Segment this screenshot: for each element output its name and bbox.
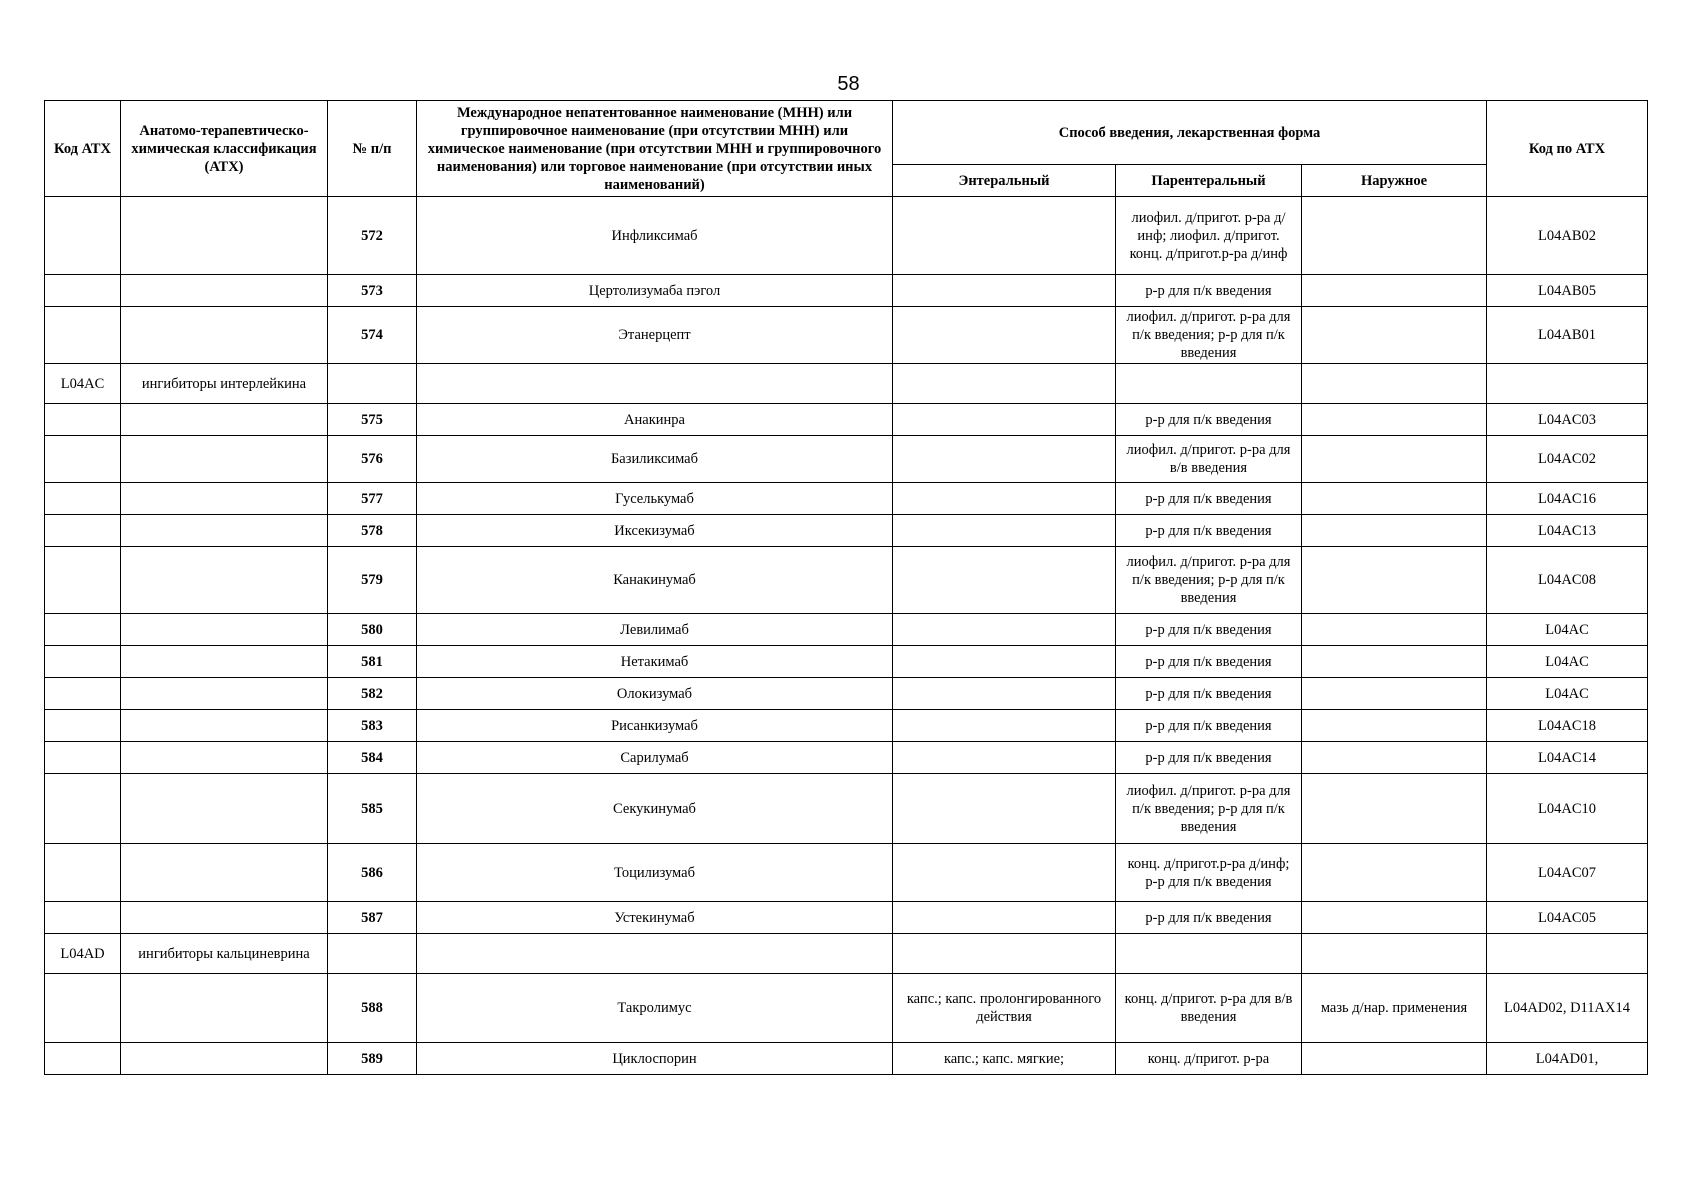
row-number: 580 (328, 614, 417, 646)
row-external (1302, 547, 1487, 614)
row-parenteral: р-р для п/к введения (1116, 275, 1302, 307)
row-parenteral: лиофил. д/пригот. р-ра д/инф; лиофил. д/пригот. конц. д/пригот.р-ра д/инф (1116, 197, 1302, 275)
table-row (45, 844, 1648, 902)
row-parenteral: лиофил. д/пригот. р-ра для п/к введения; р-р для п/к введения (1116, 547, 1302, 614)
row-external (1302, 275, 1487, 307)
row-atx-code (45, 678, 121, 710)
row-parenteral: р-р для п/к введения (1116, 515, 1302, 547)
row-classification (121, 710, 328, 742)
row-enteral (893, 483, 1116, 515)
row-enteral (893, 774, 1116, 844)
row-number: 572 (328, 197, 417, 275)
row-enteral (893, 307, 1116, 364)
row-number: 576 (328, 436, 417, 483)
row-parenteral: р-р для п/к введения (1116, 646, 1302, 678)
table-row (45, 404, 1648, 436)
row-parenteral: лиофил. д/пригот. р-ра для в/в введения (1116, 436, 1302, 483)
row-atx-ref: L04AC10 (1487, 774, 1648, 844)
row-parenteral: конц. д/пригот. р-ра для в/в введения (1116, 974, 1302, 1043)
row-parenteral: р-р для п/к введения (1116, 678, 1302, 710)
row-external (1302, 364, 1487, 404)
header-number: № п/п (328, 101, 417, 197)
row-atx-ref: L04AC13 (1487, 515, 1648, 547)
row-atx-code (45, 547, 121, 614)
table-row (45, 710, 1648, 742)
row-atx-ref: L04AB05 (1487, 275, 1648, 307)
row-classification (121, 844, 328, 902)
row-drug-name: Анакинра (417, 404, 893, 436)
row-atx-code (45, 974, 121, 1043)
row-parenteral: р-р для п/к введения (1116, 614, 1302, 646)
row-number: 579 (328, 547, 417, 614)
row-atx-ref: L04AB01 (1487, 307, 1648, 364)
row-classification: ингибиторы интерлейкина (121, 364, 328, 404)
header-atx-code: Код АТХ (45, 101, 121, 197)
row-atx-ref: L04AC16 (1487, 483, 1648, 515)
row-external (1302, 710, 1487, 742)
row-classification (121, 614, 328, 646)
row-number: 585 (328, 774, 417, 844)
row-external (1302, 934, 1487, 974)
row-external (1302, 678, 1487, 710)
row-parenteral: конц. д/пригот. р-ра (1116, 1043, 1302, 1075)
row-parenteral: р-р для п/к введения (1116, 742, 1302, 774)
row-number: 586 (328, 844, 417, 902)
table-row (45, 275, 1648, 307)
row-enteral (893, 275, 1116, 307)
row-classification (121, 404, 328, 436)
row-external (1302, 515, 1487, 547)
row-atx-ref: L04AC (1487, 646, 1648, 678)
table-row (45, 307, 1648, 364)
row-classification (121, 197, 328, 275)
row-number: 583 (328, 710, 417, 742)
row-enteral (893, 197, 1116, 275)
header-atx-ref: Код по АТХ (1487, 101, 1648, 197)
row-number: 574 (328, 307, 417, 364)
row-atx-code (45, 1043, 121, 1075)
row-drug-name: Рисанкизумаб (417, 710, 893, 742)
row-number: 575 (328, 404, 417, 436)
row-atx-code (45, 710, 121, 742)
header-classification: Анатомо-терапевтическо-химическая классификация (АТХ) (121, 101, 328, 197)
row-atx-ref: L04AC14 (1487, 742, 1648, 774)
page-number: 58 (837, 73, 860, 95)
row-classification (121, 742, 328, 774)
row-drug-name: Устекинумаб (417, 902, 893, 934)
table-row-group (45, 934, 1648, 974)
table-row (45, 436, 1648, 483)
row-parenteral (1116, 364, 1302, 404)
table-row (45, 483, 1648, 515)
table-row (45, 614, 1648, 646)
row-drug-name: Секукинумаб (417, 774, 893, 844)
row-drug-name: Нетакимаб (417, 646, 893, 678)
row-drug-name: Цертолизумаба пэгол (417, 275, 893, 307)
row-drug-name: Базиликсимаб (417, 436, 893, 483)
row-classification (121, 547, 328, 614)
row-enteral (893, 742, 1116, 774)
row-atx-code (45, 436, 121, 483)
row-classification (121, 1043, 328, 1075)
table-row (45, 974, 1648, 1043)
row-atx-ref: L04AB02 (1487, 197, 1648, 275)
row-external: мазь д/нар. применения (1302, 974, 1487, 1043)
row-parenteral: р-р для п/к введения (1116, 483, 1302, 515)
row-parenteral (1116, 934, 1302, 974)
row-atx-code (45, 742, 121, 774)
row-enteral (893, 934, 1116, 974)
row-drug-name: Тоцилизумаб (417, 844, 893, 902)
header-parenteral: Парентеральный (1116, 165, 1302, 197)
row-external (1302, 436, 1487, 483)
row-number: 581 (328, 646, 417, 678)
row-number: 578 (328, 515, 417, 547)
row-external (1302, 197, 1487, 275)
row-enteral (893, 710, 1116, 742)
row-number: 584 (328, 742, 417, 774)
row-drug-name: Канакинумаб (417, 547, 893, 614)
row-enteral (893, 404, 1116, 436)
row-drug-name: Инфликсимаб (417, 197, 893, 275)
row-atx-code (45, 515, 121, 547)
row-atx-ref: L04AD02, D11AX14 (1487, 974, 1648, 1043)
row-classification (121, 902, 328, 934)
row-enteral: капс.; капс. мягкие; (893, 1043, 1116, 1075)
row-enteral (893, 678, 1116, 710)
row-classification (121, 774, 328, 844)
row-enteral (893, 902, 1116, 934)
row-enteral (893, 614, 1116, 646)
row-atx-code (45, 774, 121, 844)
table-row-group (45, 364, 1648, 404)
row-classification: ингибиторы кальциневрина (121, 934, 328, 974)
row-atx-ref: L04AC18 (1487, 710, 1648, 742)
row-classification (121, 515, 328, 547)
row-classification (121, 307, 328, 364)
row-drug-name: Левилимаб (417, 614, 893, 646)
drug-table (44, 100, 1648, 1075)
row-atx-ref: L04AC07 (1487, 844, 1648, 902)
row-enteral: капс.; капс. пролонгированного действия (893, 974, 1116, 1043)
row-atx-ref: L04AC08 (1487, 547, 1648, 614)
row-atx-ref: L04AC03 (1487, 404, 1648, 436)
header-route-group: Способ введения, лекарственная форма (893, 101, 1487, 165)
row-external (1302, 483, 1487, 515)
row-classification (121, 974, 328, 1043)
row-parenteral: р-р для п/к введения (1116, 404, 1302, 436)
row-enteral (893, 436, 1116, 483)
row-drug-name: Олокизумаб (417, 678, 893, 710)
row-parenteral: лиофил. д/пригот. р-ра для п/к введения; р-р для п/к введения (1116, 774, 1302, 844)
row-number: 582 (328, 678, 417, 710)
row-enteral (893, 364, 1116, 404)
row-classification (121, 436, 328, 483)
row-external (1302, 742, 1487, 774)
row-atx-code (45, 902, 121, 934)
row-atx-code (45, 646, 121, 678)
header-name: Международное непатентованное наименование (МНН) или группировочное наименование (при отсутствии МНН) или химическое наименование (при отсутствии МНН и группировочного наименования) или торговое наименование (при отсутствии иных наименований) (417, 101, 893, 197)
row-classification (121, 678, 328, 710)
row-number: 573 (328, 275, 417, 307)
row-drug-name: Циклоспорин (417, 1043, 893, 1075)
row-enteral (893, 844, 1116, 902)
row-enteral (893, 515, 1116, 547)
row-parenteral: р-р для п/к введения (1116, 710, 1302, 742)
row-atx-ref: L04AC (1487, 678, 1648, 710)
row-atx-code (45, 483, 121, 515)
table-row (45, 515, 1648, 547)
row-atx-ref: L04AD01, (1487, 1043, 1648, 1075)
row-external (1302, 646, 1487, 678)
row-atx-code (45, 307, 121, 364)
row-classification (121, 646, 328, 678)
row-atx-code (45, 404, 121, 436)
row-parenteral: р-р для п/к введения (1116, 902, 1302, 934)
row-drug-name: Иксекизумаб (417, 515, 893, 547)
table-row (45, 902, 1648, 934)
table-row (45, 774, 1648, 844)
row-drug-name (417, 364, 893, 404)
row-atx-code (45, 844, 121, 902)
table-row (45, 197, 1648, 275)
row-number: 588 (328, 974, 417, 1043)
header-enteral: Энтеральный (893, 165, 1116, 197)
row-classification (121, 483, 328, 515)
row-number (328, 364, 417, 404)
row-external (1302, 404, 1487, 436)
row-number (328, 934, 417, 974)
row-number: 577 (328, 483, 417, 515)
row-atx-code: L04AD (45, 934, 121, 974)
row-atx-ref (1487, 364, 1648, 404)
row-drug-name: Такролимус (417, 974, 893, 1043)
row-external (1302, 902, 1487, 934)
header-external: Наружное (1302, 165, 1487, 197)
row-enteral (893, 547, 1116, 614)
row-atx-code (45, 197, 121, 275)
row-atx-code: L04AC (45, 364, 121, 404)
row-parenteral: лиофил. д/пригот. р-ра для п/к введения; р-р для п/к введения (1116, 307, 1302, 364)
row-external (1302, 307, 1487, 364)
row-number: 587 (328, 902, 417, 934)
row-drug-name: Гуселькумаб (417, 483, 893, 515)
row-external (1302, 1043, 1487, 1075)
row-atx-ref: L04AC02 (1487, 436, 1648, 483)
row-enteral (893, 646, 1116, 678)
row-atx-ref (1487, 934, 1648, 974)
table-row (45, 678, 1648, 710)
row-classification (121, 275, 328, 307)
row-atx-code (45, 275, 121, 307)
table-row (45, 547, 1648, 614)
row-atx-ref: L04AC (1487, 614, 1648, 646)
row-atx-ref: L04AC05 (1487, 902, 1648, 934)
row-drug-name: Этанерцепт (417, 307, 893, 364)
row-atx-code (45, 614, 121, 646)
row-parenteral: конц. д/пригот.р-ра д/инф; р-р для п/к введения (1116, 844, 1302, 902)
table-row (45, 1043, 1648, 1075)
row-drug-name: Сарилумаб (417, 742, 893, 774)
row-external (1302, 844, 1487, 902)
row-number: 589 (328, 1043, 417, 1075)
table-row (45, 742, 1648, 774)
row-external (1302, 614, 1487, 646)
row-drug-name (417, 934, 893, 974)
table-row (45, 646, 1648, 678)
row-external (1302, 774, 1487, 844)
